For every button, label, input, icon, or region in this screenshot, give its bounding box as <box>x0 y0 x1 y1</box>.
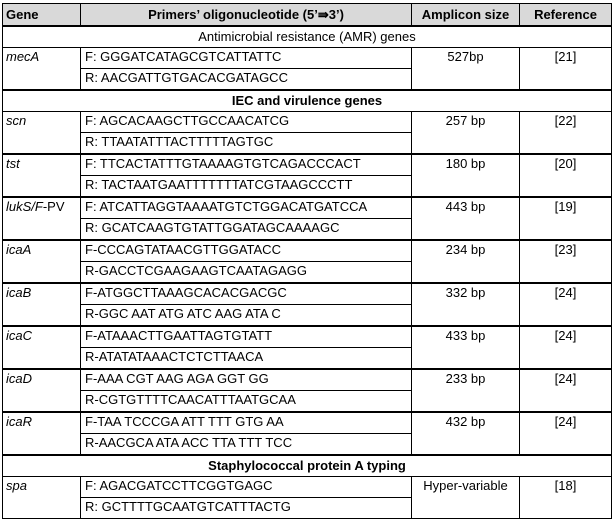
reverse-primer: R-GGC AAT ATG ATC AAG ATA C <box>81 305 412 327</box>
header-reference: Reference <box>520 4 612 27</box>
gene-name-italic: tst <box>6 156 20 171</box>
reference: [24] <box>520 326 612 369</box>
gene-row <box>3 154 612 176</box>
forward-primer: F: TTCACTATTTGTAAAAGTGTCAGACCCACT <box>81 154 412 176</box>
gene-name <box>3 197 81 240</box>
gene-name-italic: mecA <box>6 49 40 64</box>
reference: [18] <box>520 477 612 519</box>
gene-name-italic: icaR <box>6 414 33 429</box>
amplicon-size: Hyper-variable <box>412 477 520 519</box>
reverse-primer: R: TTAATATTTACTTTTTAGTGC <box>81 133 412 155</box>
forward-primer: F-CCCAGTATAACGTTGGATACC <box>81 240 412 262</box>
gene-row <box>3 369 612 391</box>
forward-primer: F-ATGGCTTAAAGCACACGACGC <box>81 283 412 305</box>
table-body <box>3 26 612 519</box>
gene-name <box>3 240 81 283</box>
gene-name <box>3 48 81 91</box>
section-title: Staphylococcal protein A typing <box>3 455 612 477</box>
gene-name-italic: spa <box>6 478 27 493</box>
gene-row <box>3 326 612 348</box>
gene-name <box>3 154 81 197</box>
reverse-primer: R-AACGCA ATA ACC TTA TTT TCC <box>81 434 412 456</box>
reverse-primer: R-GACCTCGAAGAAGTCAATAGAGG <box>81 262 412 284</box>
section-row <box>3 90 612 112</box>
reference: [20] <box>520 154 612 197</box>
forward-primer: F-AAA CGT AAG AGA GGT GG <box>81 369 412 391</box>
gene-name <box>3 412 81 455</box>
gene-row <box>3 240 612 262</box>
reference: [24] <box>520 369 612 412</box>
forward-primer: F-ATAAACTTGAATTAGTGTATT <box>81 326 412 348</box>
forward-primer: F: ATCATTAGGTAAAATGTCTGGACATGATCCA <box>81 197 412 219</box>
gene-row <box>3 412 612 434</box>
reverse-primer: R: GCTTTTGCAATGTCATTTACTG <box>81 498 412 519</box>
gene-name-italic: lukS/F <box>6 199 43 214</box>
section-title: Antimicrobial resistance (AMR) genes <box>3 26 612 48</box>
header-gene: Gene <box>3 4 81 27</box>
gene-row <box>3 48 612 69</box>
gene-name <box>3 283 81 326</box>
header-primers: Primers’ oligonucleotide (5’⇛3’) <box>81 4 412 27</box>
gene-name-suffix: -PV <box>42 199 65 214</box>
amplicon-size: 233 bp <box>412 369 520 412</box>
gene-name-italic: scn <box>6 113 27 128</box>
reference: [22] <box>520 112 612 155</box>
reverse-primer: R-CGTGTTTTCAACATTTAATGCAA <box>81 391 412 413</box>
gene-name <box>3 112 81 155</box>
reference: [24] <box>520 283 612 326</box>
gene-row <box>3 477 612 498</box>
gene-name <box>3 326 81 369</box>
reference: [24] <box>520 412 612 455</box>
amplicon-size: 527bp <box>412 48 520 91</box>
gene-name-italic: icaB <box>6 285 32 300</box>
reference: [21] <box>520 48 612 91</box>
gene-name <box>3 477 81 519</box>
forward-primer: F: GGGATCATAGCGTCATTATTC <box>81 48 412 69</box>
section-row <box>3 26 612 48</box>
reverse-primer: R: GCATCAAGTGTATTGGATAGCAAAAGC <box>81 219 412 241</box>
reference: [19] <box>520 197 612 240</box>
reverse-primer: R: TACTAATGAATTTTTTTATCGTAAGCCCTT <box>81 176 412 198</box>
primer-table <box>2 3 612 519</box>
section-row <box>3 455 612 477</box>
forward-primer: F-TAA TCCCGA ATT TTT GTG AA <box>81 412 412 434</box>
gene-name-italic: icaD <box>6 371 33 386</box>
amplicon-size: 257 bp <box>412 112 520 155</box>
forward-primer: F: AGCACAAGCTTGCCAACATCG <box>81 112 412 133</box>
gene-name <box>3 369 81 412</box>
reference: [23] <box>520 240 612 283</box>
section-title: IEC and virulence genes <box>3 90 612 112</box>
amplicon-size: 180 bp <box>412 154 520 197</box>
gene-row <box>3 197 612 219</box>
reverse-primer: R-ATATATAAACTCTCTTAACA <box>81 348 412 370</box>
gene-row <box>3 112 612 133</box>
amplicon-size: 332 bp <box>412 283 520 326</box>
gene-name-italic: icaA <box>6 242 32 257</box>
amplicon-size: 443 bp <box>412 197 520 240</box>
header-row <box>3 4 612 27</box>
gene-name-italic: icaC <box>6 328 33 343</box>
forward-primer: F: AGACGATCCTTCGGTGAGC <box>81 477 412 498</box>
amplicon-size: 234 bp <box>412 240 520 283</box>
amplicon-size: 432 bp <box>412 412 520 455</box>
amplicon-size: 433 bp <box>412 326 520 369</box>
header-amplicon: Amplicon size <box>412 4 520 27</box>
reverse-primer: R: AACGATTGTGACACGATAGCC <box>81 69 412 91</box>
gene-row <box>3 283 612 305</box>
